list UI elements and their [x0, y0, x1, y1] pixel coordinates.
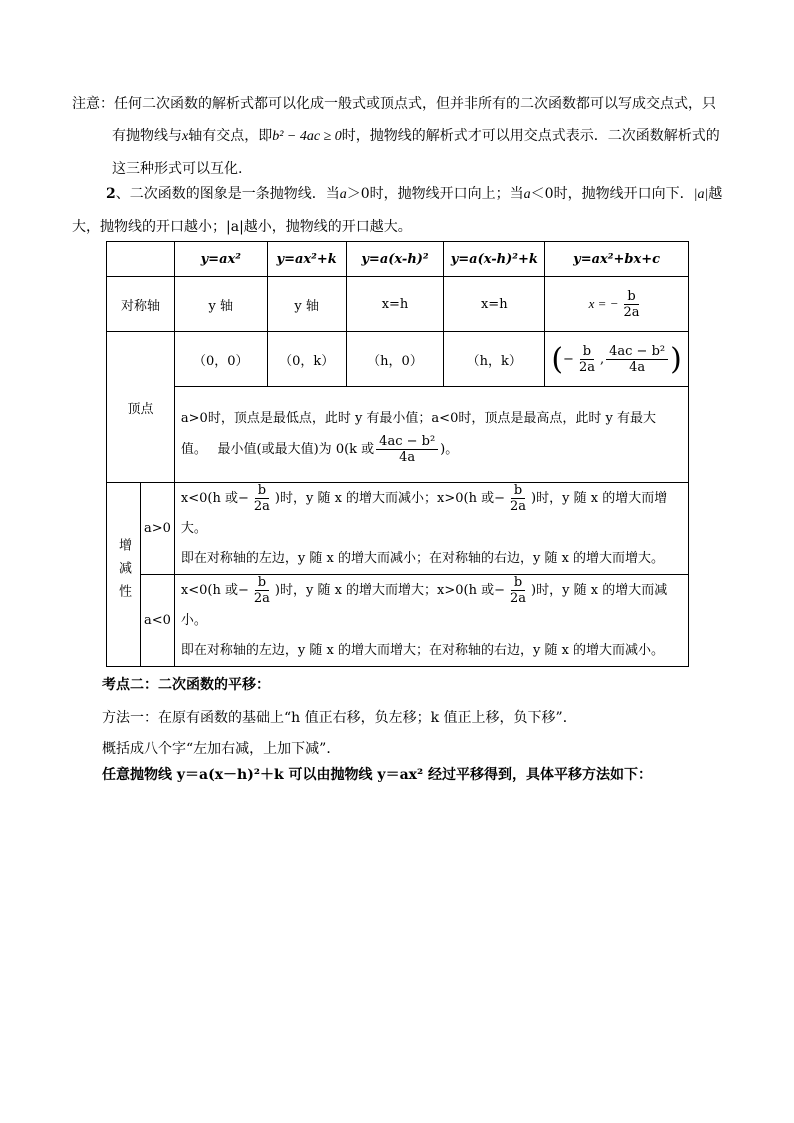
note-line-3: 这三种形式可以互化. — [112, 161, 243, 177]
axis-cell-general: x = − $\frac{b}{2a}$ — [545, 277, 689, 332]
a-positive-label: a>0 — [140, 483, 174, 575]
note-line-1: 注意：任何二次函数的解析式都可以化成一般式或顶点式，但并非所有的二次函数都可以写成交点式，只 — [72, 96, 716, 112]
vertex-cell: （0，k） — [267, 332, 346, 387]
table-row-axis — [107, 277, 689, 332]
axis-label: 对称轴 — [107, 277, 175, 332]
axis-cell: x=h — [444, 277, 545, 332]
axis-cell: y 轴 — [174, 277, 267, 332]
table-corner-cell — [107, 242, 175, 277]
table-row-vertex — [107, 332, 689, 387]
note-line-2: 有抛物线与x轴有交点，即b² − 4ac ≥ 0时，抛物线的解析式才可以用交点式表示．二次函数解析式的 — [112, 128, 720, 144]
monotonicity-label: 增减性 — [107, 483, 141, 667]
quadratic-properties-table — [106, 241, 689, 667]
paragraph-2-line-1: 2、二次函数的图象是一条抛物线．当a＞0时，抛物线开口向上；当a＜0时，抛物线开口向下．|a|越 — [106, 186, 723, 202]
note-paragraph — [72, 88, 732, 185]
method-1-text: 方法一：在原有函数的基础上“h 值正右移，负左移；k 值正上移，负下移”． — [102, 710, 577, 726]
table-header-cell: y=a(x-h)² — [346, 242, 444, 277]
table-header-cell: y=ax² — [174, 242, 267, 277]
table-row-mono-pos — [107, 483, 689, 575]
table-header-cell: y=ax²+bx+c — [545, 242, 689, 277]
vertex-cell: （h，0） — [346, 332, 444, 387]
mono-pos-text: x<0(h 或− $\frac{b}{2a}$ )时，y 随 x 的增大而减小；x>0(h 或− $\frac{b}{2a}$ )时，y 随 x 的增大而增大。 即在对称轴的左边，y 随 x 的增大而减小；在对称轴的右边，y 随 x 的增大而增大。 — [174, 483, 688, 575]
table-row-vertex-desc — [107, 387, 689, 483]
vertex-cell-general: (− $\frac{b}{2a}$ , $\frac{\text{4ac − b²}}{4a}$ ) — [545, 332, 689, 387]
table-row-mono-neg — [107, 575, 689, 667]
mono-neg-text: x<0(h 或− $\frac{b}{2a}$ )时，y 随 x 的增大而增大；x>0(h 或− $\frac{b}{2a}$ )时，y 随 x 的增大而减小。 即在对称轴的左边，y 随 x 的增大而增大；在对称轴的右边，y 随 x 的增大而减小。 — [174, 575, 688, 667]
table-header-row — [107, 242, 689, 277]
vertex-cell: （0，0） — [174, 332, 267, 387]
axis-cell: y 轴 — [267, 277, 346, 332]
vertex-label: 顶点 — [107, 332, 175, 483]
section-2-title: 考点二：二次函数的平移： — [102, 677, 270, 693]
vertex-cell: （h，k） — [444, 332, 545, 387]
vertex-description: a>0时，顶点是最低点，此时 y 有最小值；a<0时，顶点是最高点，此时 y 有最大 值。 最小值(或最大值)为 0(k 或 $\frac{\text{4ac − b²}}{4a}$ )。 — [174, 387, 688, 483]
axis-cell: x=h — [346, 277, 444, 332]
summary-text: 概括成八个字“左加右减，上加下减”． — [102, 741, 341, 757]
paragraph-2 — [72, 178, 732, 243]
table-header-cell: y=ax²+k — [267, 242, 346, 277]
paragraph-2-line-2: 大，抛物线的开口越小；|a|越小，抛物线的开口越大。 — [72, 219, 412, 235]
a-negative-label: a<0 — [140, 575, 174, 667]
translation-statement: 任意抛物线 y＝a(x－h)²＋k 可以由抛物线 y＝ax² 经过平移得到，具体平移方法如下： — [102, 767, 652, 783]
discriminant-condition: b² − 4ac ≥ 0 — [272, 129, 342, 144]
table-header-cell: y=a(x-h)²+k — [444, 242, 545, 277]
